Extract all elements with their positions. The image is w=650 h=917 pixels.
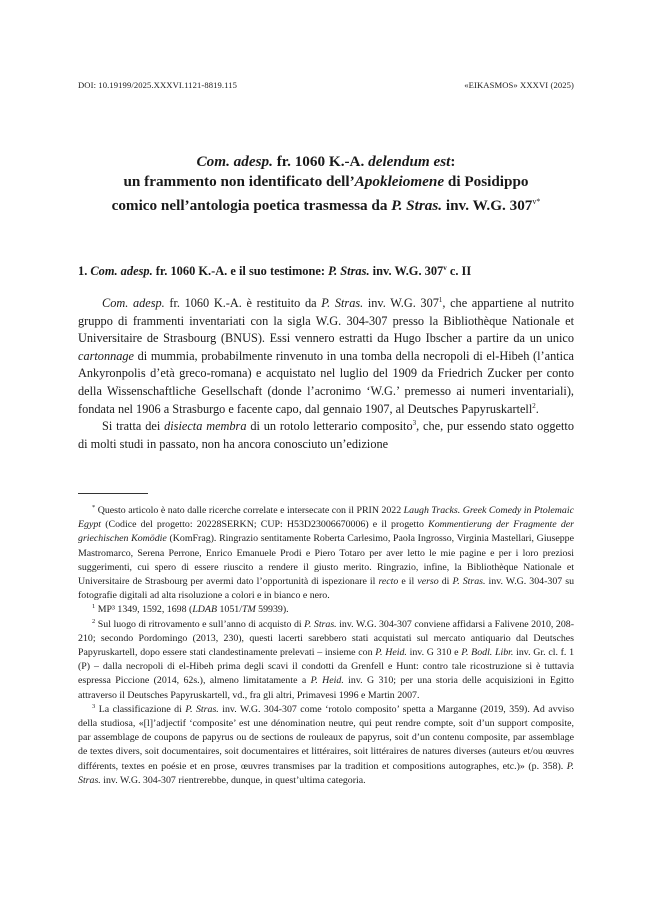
text-run: di un rotolo letterario composito xyxy=(246,419,413,434)
text-run: inv. W.G. 307 xyxy=(363,296,439,310)
section-sup: v xyxy=(443,264,447,272)
text-run: Laugh Tracks. Greek Comedy in Ptolemaic Egypt xyxy=(78,505,574,531)
text-run: Sul luogo di ritrovamento e sull’anno di acquisto di xyxy=(95,618,305,630)
text-run: P. Stras. xyxy=(321,296,364,310)
text-run: fr. 1060 K.-A. è restituito da xyxy=(164,296,322,310)
text-run: P. Heid. xyxy=(310,675,344,687)
journal-title: «EIKASMOS» XXXVI (2025) xyxy=(464,80,574,90)
text-run: P. Stras. xyxy=(304,618,337,630)
text-run: inv. Gr. cl. f. 1 (P) – dalla necropoli di el-Hibeh prima degli scavi il condotti da Grenfell e Hunt: contro tale ricostruzione si è tuttavia espressa Piccione (2014, 62s.), almeno limitatamente a xyxy=(78,647,575,687)
section-part: c. II xyxy=(446,264,472,278)
doi-text: DOI: 10.19199/2025.XXXVI.1121-8819.115 xyxy=(78,80,238,90)
title-part: : xyxy=(450,153,456,170)
title-part: Apokleiomene xyxy=(354,173,445,190)
title-line-3 xyxy=(78,192,574,216)
paragraph-2 xyxy=(78,418,574,453)
footnote-mark: 1 xyxy=(92,603,96,611)
title-part: Com. adesp. xyxy=(196,153,273,170)
section-part: fr. 1060 K.-A. e il suo testimone: xyxy=(152,264,329,278)
text-run: (Codice del progetto: 20228SERKN; CUP: H53D23006670006) e il progetto xyxy=(101,519,429,531)
text-run: inv. W.G. 304-307 su fotografie digitali ad alta risoluzione a colori e in bianco e nero. xyxy=(78,576,575,602)
paragraph-1 xyxy=(78,295,574,418)
text-run: LDAB xyxy=(192,604,217,616)
footnote-mark: 3 xyxy=(92,702,96,710)
title-line-1 xyxy=(78,152,574,172)
text-run: inv. W.G. 304-307 rientrerebbe, dunque, in quest’ultima categoria. xyxy=(100,774,366,786)
footnote-mark: * xyxy=(92,504,96,511)
title-part: un frammento non identificato dell’ xyxy=(123,173,355,190)
footnote-separator xyxy=(78,493,148,494)
footnote-ref-3[interactable]: 3 xyxy=(412,419,417,428)
footnote-star xyxy=(78,504,574,603)
text-run: TM xyxy=(241,604,256,616)
text-run: inv. G 310 e xyxy=(406,647,462,659)
text-run: , che appartiene al nutrito gruppo di frammenti inventariati con la sigla W.G. 304-307 presso la Bibliothèque Nationale et Universitaire de Strasbourg (BNUS). Essi vennero estratti da Hugo Ibscher a partire da un unico xyxy=(78,296,574,346)
title-part: inv. W.G. 307 xyxy=(442,197,533,214)
section-number: 1. xyxy=(78,264,91,278)
text-run: . xyxy=(535,401,539,416)
footnote-ref-2[interactable]: 2 xyxy=(532,401,536,410)
text-run: cartonnage xyxy=(78,348,135,363)
footnote-2 xyxy=(78,618,574,703)
footnotes xyxy=(78,504,574,788)
text-run: , che, pur essendo stato oggetto di molti studi in passato, non ha ancora conosciuto un’edizione xyxy=(78,419,574,451)
title-part: P. Stras. xyxy=(391,197,443,214)
text-run: di xyxy=(438,576,453,588)
text-run: e il xyxy=(398,576,418,588)
text-run: P. Heid. xyxy=(375,647,407,659)
text-run: Kommentierung der Fragmente der griechischen Komödie xyxy=(78,519,574,545)
text-run: di mummia, probabilmente rinvenuto in una tomba della necropoli di el-Hibeh (l’antica Ankyronpolis d’età greco-romana) e acquistato nel luglio del 1909 da Friedrich Zucker per conto della Wissenschaftliche Gesellschaft (donde l’acronimo ‘W.G.’ premesso ai numeri inventariali), fondata nel 1906 a Strasburgo e facente capo, dal gennaio 1907, al Deutsches Papyruskartell xyxy=(78,348,574,416)
text-run: P. Stras. xyxy=(452,576,486,588)
text-run: P. Stras. xyxy=(78,760,574,786)
title-part: comico nell’antologia poetica trasmessa da xyxy=(111,197,392,214)
text-run: MP³ 1349, 1592, 1698 ( xyxy=(95,604,193,616)
title-part: delendum est xyxy=(368,153,451,170)
text-run: Questo articolo è nato dalle ricerche correlate e intersecate con il PRIN 2022 xyxy=(95,505,404,516)
title-line-2 xyxy=(78,172,574,192)
section-heading xyxy=(78,264,574,279)
text-run: inv. G 310; per una storia delle acquisizioni in Egitto attraverso il Deutsches Papyruskartell, vd., fra gli altri, Primavesi 1996 e Martin 2007. xyxy=(78,675,574,701)
section-part: inv. W.G. 307 xyxy=(369,264,444,278)
section-part: P. Stras. xyxy=(328,264,370,278)
text-run: La classificazione di xyxy=(95,703,186,715)
text-run: Com. adesp. xyxy=(102,296,165,310)
text-run: P. Stras. xyxy=(185,703,219,715)
title-footnote-mark[interactable]: v* xyxy=(532,197,541,206)
text-run: recto xyxy=(378,576,399,588)
text-run: P. Bodl. Libr. xyxy=(461,647,514,659)
footnote-3 xyxy=(78,703,574,788)
body-text xyxy=(78,295,574,453)
title-part: di Posidippo xyxy=(444,173,529,190)
text-run: inv. W.G. 304-307 conviene affidarsi a Falivene 2010, 208-210; secondo Pordomingo (2013, 230), questi lacerti sarebbero stati acquistati sul mercato antiquario dal Deutsches Papyruskartell, dopo essere stati clandestinamente prelevati – insieme con xyxy=(78,618,574,659)
text-run: verso xyxy=(417,576,439,588)
footnote-1 xyxy=(78,603,574,617)
title-part: fr. 1060 K.-A. xyxy=(272,153,369,170)
text-run: disiecta membra xyxy=(164,419,247,434)
section-part: Com. adesp. xyxy=(90,264,153,278)
footnote-ref-1[interactable]: 1 xyxy=(438,296,443,304)
text-run: Si tratta dei xyxy=(102,419,165,434)
text-run: 59939). xyxy=(255,604,289,616)
text-run: (KomFrag). Ringrazio sentitamente Roberta Carlesimo, Paola Ingrosso, Virginia Mastellari, Giuseppe Mastromarco, Serena Perrone, Enrico Emanuele Prodi e Piero Totaro per aver letto le mie pagine e per i loro preziosi suggerimenti, cui spero di essere riuscito a rendere il giusto merito. Ringrazio, infine, la Bibliothèque Nationale et Universitaire de Strasbourg per avermi dato l’opportunità di ispezionare il xyxy=(78,533,574,588)
text-run: 1051/ xyxy=(217,604,242,616)
text-run: inv. W.G. 304-307 come ‘rotolo composito’ spetta a Marganne (2019, 359). Ad avviso della studiosa, «[l]’adjectif ‘composite’ est une dénomination neutre, qui peut rendre compte, soit d’un support composite, par assemblage de coupons de papyrus ou de sections de rouleaux de papyrus, soit d’un contenu composite, par assemblage de textes divers, soit documentaires, soit documentaires et littéraires, soit littéraires de natures diverses (auteurs et/ou œuvres différents, textes en poésie et en prose, œuvres transmises par la tradition et compositions autographes, etc.)» (p. 358). xyxy=(78,703,575,772)
article-title xyxy=(78,152,574,216)
footnote-mark: 2 xyxy=(92,617,96,625)
